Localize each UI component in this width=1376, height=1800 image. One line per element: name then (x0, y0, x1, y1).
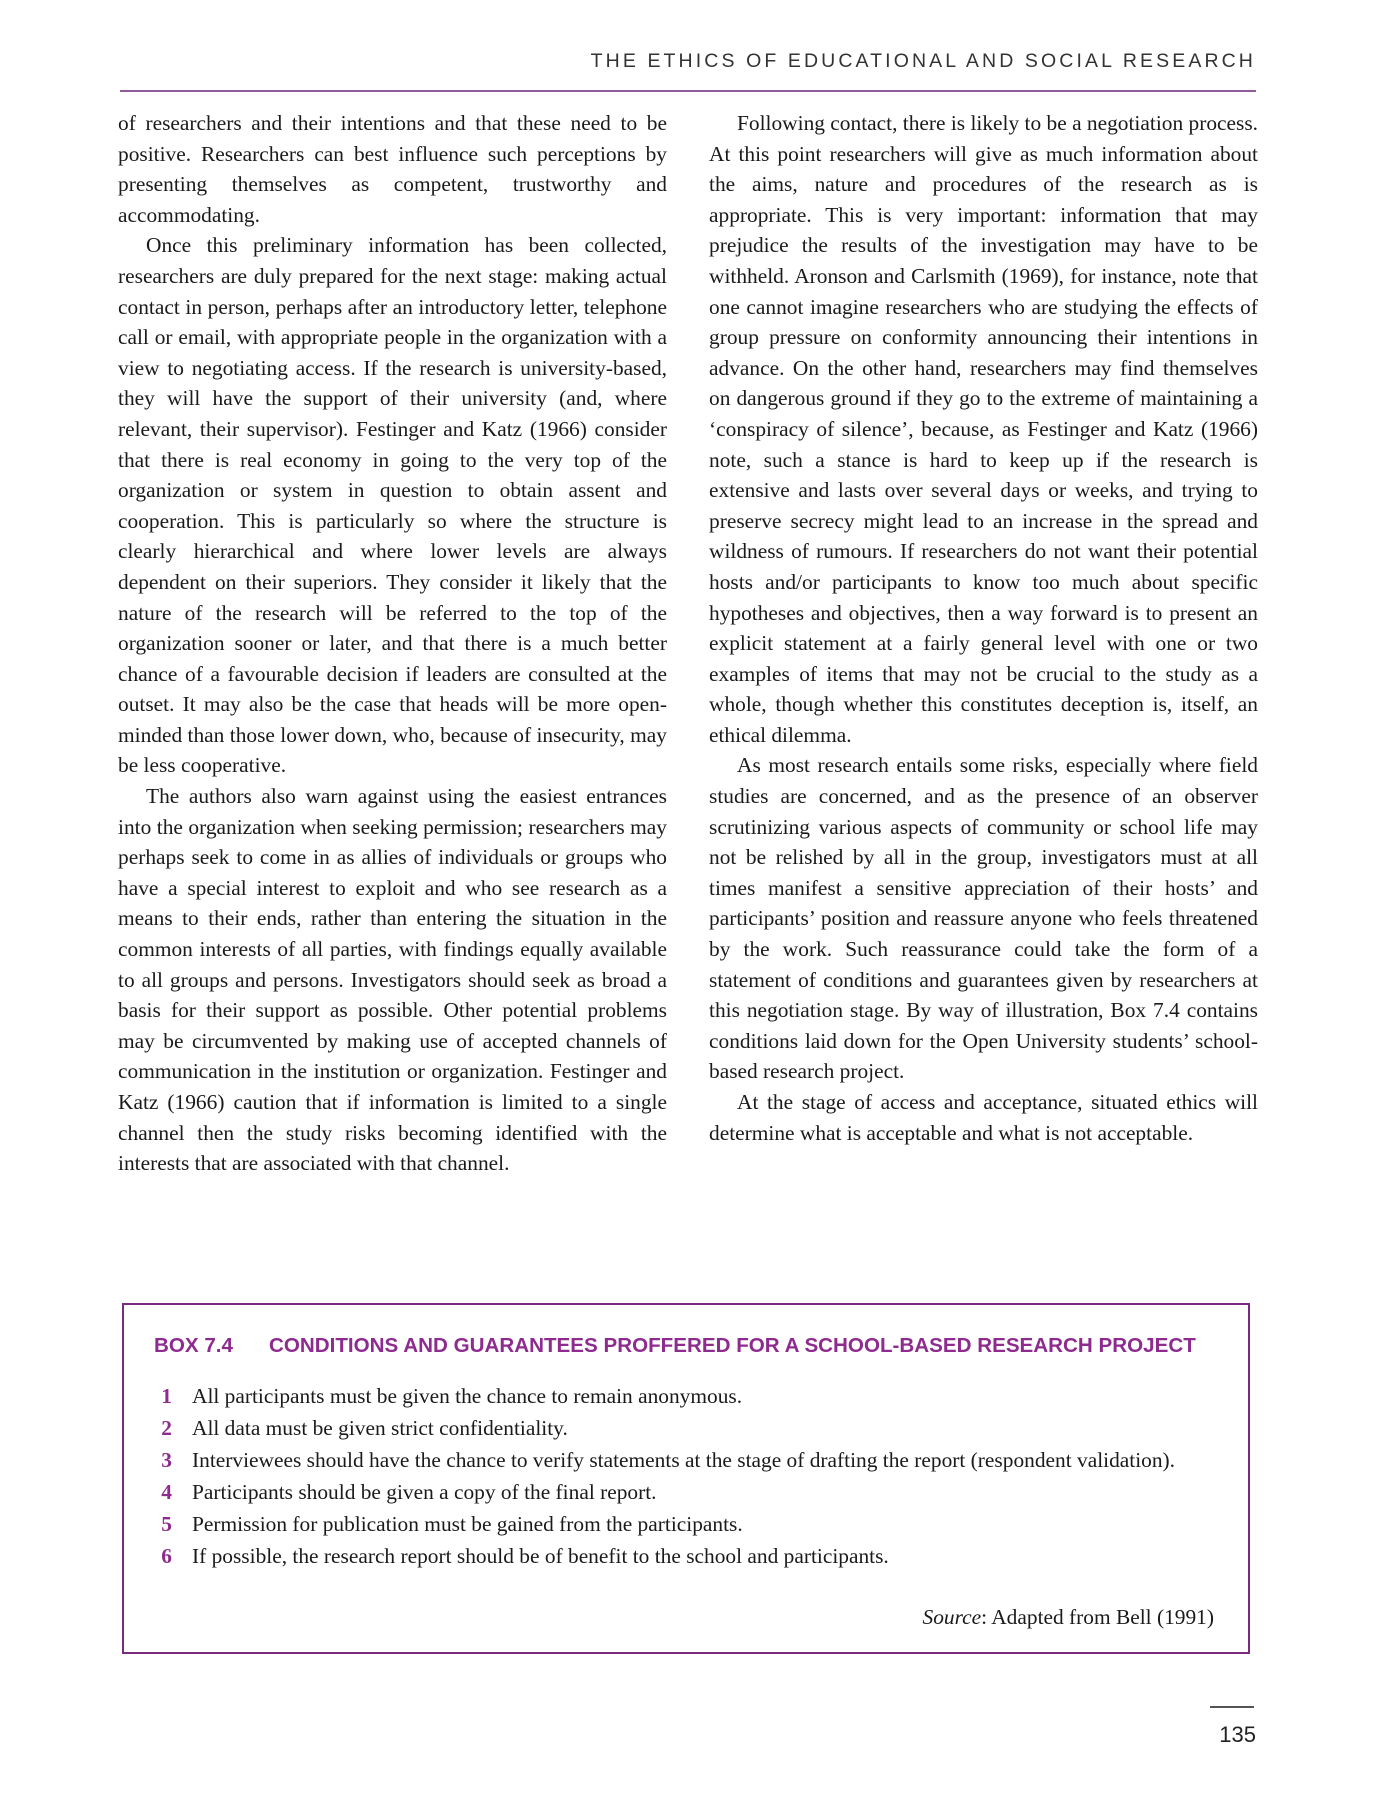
list-item-text: If possible, the research report should be of benefit to the school and participants. (192, 1544, 889, 1568)
running-head: THE ETHICS OF EDUCATIONAL AND SOCIAL RESEARCH (590, 50, 1256, 72)
list-item-text: Interviewees should have the chance to verify statements at the stage of drafting the report (respondent validation). (192, 1448, 1176, 1472)
paragraph: As most research entails some risks, especially where field studies are concerned, and as the presence of an observer scrutinizing various aspects of community or school life may not be relished by all in the group, investigators must at all times manifest a sensitive appreciation of their hosts’ and participants’ position and reassure anyone who feels threatened by the work. Such reassurance could take the form of a statement of conditions and guarantees given by researchers at this negotiation stage. By way of illustration, Box 7.4 contains conditions laid down for the Open University students’ school-based research project. (709, 753, 1258, 1084)
page-number: 135 (1219, 1722, 1256, 1747)
list-item (154, 1445, 1218, 1476)
list-item (154, 1413, 1218, 1444)
list-item-text: Participants should be given a copy of the final report. (192, 1480, 657, 1504)
paragraph: Following contact, there is likely to be a negotiation process. At this point researchers will give as much information about the aims, nature and procedures of the research as is appropriate. This is very important: information that may prejudice the results of the investigation may have to be withheld. Aronson and Carlsmith (1969), for instance, note that one cannot imagine researchers who are studying the effects of group pressure on conformity announcing their intentions in advance. On the other hand, researchers may find themselves on dangerous ground if they go to the extreme of maintaining a ‘conspiracy of silence’, because, as Festinger and Katz (1966) note, such a stance is hard to keep up if the research is extensive and lasts over several days or weeks, and trying to preserve secrecy might lead to an increase in the spread and wildness of rumours. If researchers do not want their potential hosts and/or participants to know too much about specific hypotheses and objectives, then a way forward is to present an explicit statement at a fairly general level with one or two examples of items that may not be crucial to the study as a whole, though whether this constitutes deception is, itself, an ethical dilemma. (709, 111, 1258, 747)
list-item-text: Permission for publication must be gained from the participants. (192, 1512, 743, 1536)
paragraph: of researchers and their intentions and that these need to be positive. Researchers can best influence such perceptions by presenting themselves as competent, trustworthy and accommodating. (118, 111, 667, 227)
source-text: : Adapted from Bell (1991) (981, 1605, 1214, 1629)
source-label: Source (922, 1605, 982, 1629)
list-item-number: 3 (161, 1448, 172, 1472)
box-heading-text: CONDITIONS AND GUARANTEES PROFFERED FOR A SCHOOL-BASED RESEARCH PROJECT (269, 1334, 1196, 1357)
list-item-text: All data must be given strict confidentiality. (192, 1416, 568, 1440)
list-item (154, 1477, 1218, 1508)
box-source-line (154, 1602, 1218, 1632)
box-conditions-list (154, 1381, 1218, 1572)
right-column (709, 108, 1258, 1179)
body-columns (118, 108, 1258, 1179)
box-number-label: BOX 7.4 (154, 1334, 233, 1357)
list-item-number: 5 (161, 1512, 172, 1536)
paragraph: At the stage of access and acceptance, situated ethics will determine what is acceptable and what is not acceptable. (709, 1090, 1258, 1145)
paragraph: Once this preliminary information has been collected, researchers are duly prepared for the next stage: making actual contact in person, perhaps after an introductory letter, telephone call or email, with appropriate people in the organization with a view to negotiating access. If the research is university-based, they will have the support of their university (and, where relevant, their supervisor). Festinger and Katz (1966) consider that there is real economy in going to the very top of the organization or system in question to obtain assent and cooperation. This is particularly so where the structure is clearly hierarchical and where lower levels are always dependent on their superiors. They consider it likely that the nature of the research will be referred to the top of the organization sooner or later, and that there is a much better chance of a favourable decision if leaders are consulted at the outset. It may also be the case that heads will be more open-minded than those lower down, who, because of insecurity, may be less cooperative. (118, 233, 667, 778)
header-rule (120, 90, 1256, 92)
folio-rule (1210, 1706, 1254, 1708)
paragraph: The authors also warn against using the easiest entrances into the organization when seeking permission; researchers may perhaps seek to come in as allies of individuals or groups who have a special interest to exploit and who see research as a means to their ends, rather than entering the situation in the common interests of all parties, with findings equally available to all groups and persons. Investigators should seek as broad a basis for their support as possible. Other potential problems may be circumvented by making use of accepted channels of communication in the institution or organization. Festinger and Katz (1966) caution that if information is limited to a single channel then the study risks becoming identified with the interests that are associated with that channel. (118, 784, 667, 1176)
list-item-number: 4 (161, 1480, 172, 1504)
list-item-text: All participants must be given the chance to remain anonymous. (192, 1384, 743, 1408)
list-item (154, 1381, 1218, 1412)
list-item-number: 6 (161, 1544, 172, 1568)
list-item-number: 2 (161, 1416, 172, 1440)
list-item (154, 1509, 1218, 1540)
box-7-4 (122, 1303, 1250, 1654)
page-header (120, 52, 1256, 96)
list-item-number: 1 (161, 1384, 172, 1408)
left-column (118, 108, 667, 1179)
box-title (154, 1331, 1218, 1361)
list-item (154, 1541, 1218, 1572)
